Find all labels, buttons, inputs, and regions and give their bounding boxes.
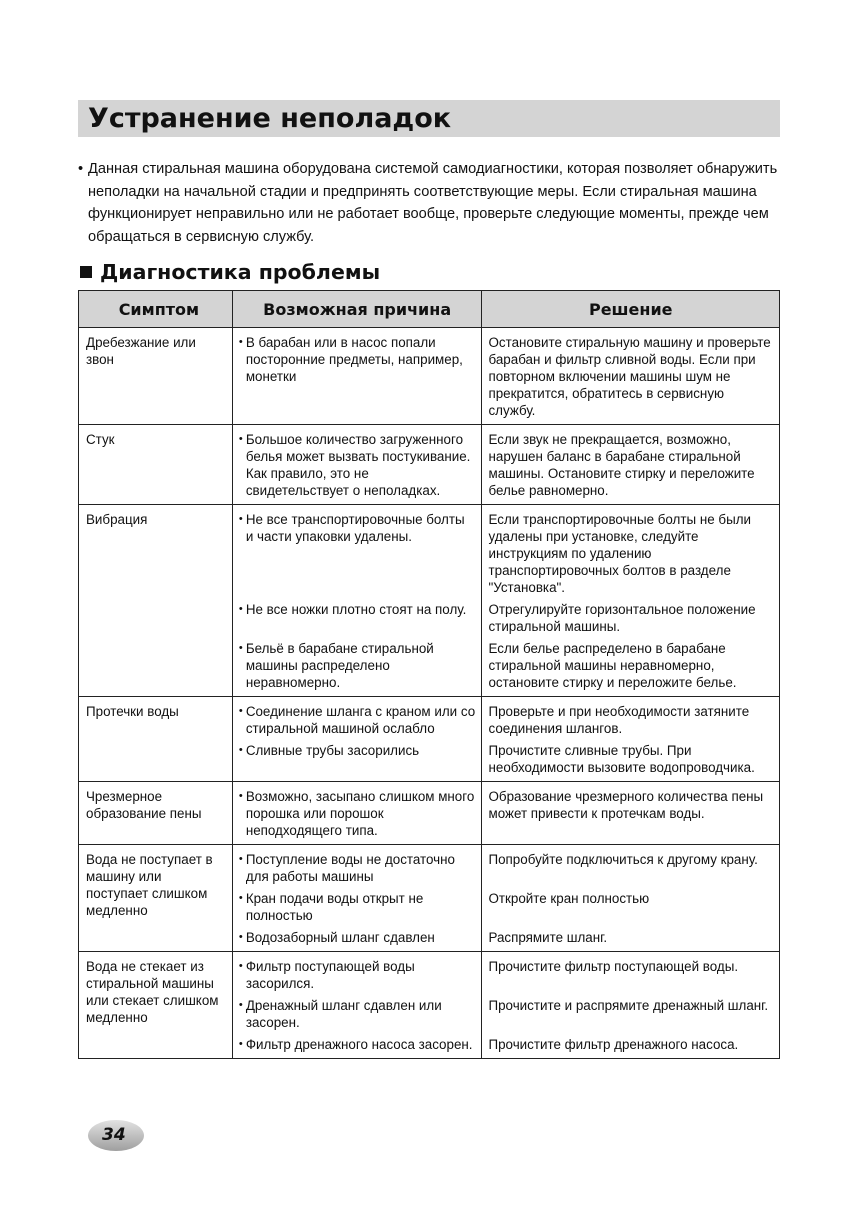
cause-text: • Возможно, засыпано слишком много порошка или порошок неподходящего типа. bbox=[239, 788, 476, 839]
table-row bbox=[79, 505, 780, 597]
cause-text: • Дренажный шланг сдавлен или засорен. bbox=[239, 997, 476, 1031]
table-row bbox=[79, 328, 780, 425]
cause-cell bbox=[232, 328, 482, 425]
solution-cell: Откройте кран полностью bbox=[482, 885, 780, 924]
solution-cell: Прочистите и распрямите дренажный шланг. bbox=[482, 992, 780, 1031]
solution-cell: Остановите стиральную машину и проверьте барабан и фильтр сливной воды. Если при повторном включении машины шум не прекратится, обратитесь в сервисную службу. bbox=[482, 328, 780, 425]
cause-cell bbox=[232, 952, 482, 993]
page-title: Устранение неполадок bbox=[88, 103, 452, 134]
symptom-cell: Дребезжание или звон bbox=[79, 328, 233, 425]
cause-text: • Фильтр поступающей воды засорился. bbox=[239, 958, 476, 992]
page-number-badge bbox=[88, 1120, 144, 1151]
solution-cell: Прочистите фильтр дренажного насоса. bbox=[482, 1031, 780, 1059]
cause-cell bbox=[232, 845, 482, 886]
cause-text: • В барабан или в насос попали посторонние предметы, например, монетки bbox=[239, 334, 476, 385]
symptom-cell: Протечки воды bbox=[79, 697, 233, 782]
header-solution: Решение bbox=[482, 291, 780, 328]
table-row bbox=[79, 952, 780, 993]
cause-text: • Соединение шланга с краном или со стиральной машиной ослабло bbox=[239, 703, 476, 737]
cause-cell bbox=[232, 505, 482, 597]
cause-text: • Не все транспортировочные болты и части упаковки удалены. bbox=[239, 511, 476, 545]
solution-cell: Если звук не прекращается, возможно, нарушен баланс в барабане стиральной машины. Остановите стирку и переложите белье равномерно. bbox=[482, 425, 780, 505]
intro-paragraph bbox=[78, 158, 778, 248]
solution-cell: Проверьте и при необходимости затяните соединения шлангов. bbox=[482, 697, 780, 738]
cause-cell bbox=[232, 697, 482, 738]
solution-cell: Распрямите шланг. bbox=[482, 924, 780, 952]
symptom-cell: Вода не стекает из стиральной машины или стекает слишком медленно bbox=[79, 952, 233, 1059]
table-row bbox=[79, 425, 780, 505]
bullet-icon: • bbox=[78, 161, 84, 177]
square-bullet-icon bbox=[80, 266, 92, 278]
cause-text: • Водозаборный шланг сдавлен bbox=[239, 929, 476, 946]
symptom-cell: Вибрация bbox=[79, 505, 233, 697]
cause-cell bbox=[232, 596, 482, 635]
symptom-cell: Чрезмерное образование пены bbox=[79, 782, 233, 845]
cause-cell bbox=[232, 425, 482, 505]
cause-text: • Фильтр дренажного насоса засорен. bbox=[239, 1036, 476, 1053]
cause-cell bbox=[232, 992, 482, 1031]
table-row bbox=[79, 697, 780, 738]
diagnostics-table bbox=[78, 290, 780, 1059]
cause-cell bbox=[232, 885, 482, 924]
table-header-row bbox=[79, 291, 780, 328]
cause-text: • Бельё в барабане стиральной машины распределено неравномерно. bbox=[239, 640, 476, 691]
cause-text: • Не все ножки плотно стоят на полу. bbox=[239, 601, 476, 618]
cause-cell bbox=[232, 924, 482, 952]
table-body bbox=[79, 328, 780, 1059]
cause-cell bbox=[232, 635, 482, 697]
solution-cell: Если транспортировочные болты не были удалены при установке, следуйте инструкциям по удалению транспортировочных болтов в разделе "Установка". bbox=[482, 505, 780, 597]
cause-text: • Кран подачи воды открыт не полностью bbox=[239, 890, 476, 924]
cause-text: • Большое количество загруженного белья может вызвать постукивание. Как правило, это не свидетельствует о неполадках. bbox=[239, 431, 476, 499]
symptom-cell: Вода не поступает в машину или поступает слишком медленно bbox=[79, 845, 233, 952]
table-row bbox=[79, 782, 780, 845]
solution-cell: Прочистите фильтр поступающей воды. bbox=[482, 952, 780, 993]
solution-cell: Прочистите сливные трубы. При необходимости вызовите водопроводчика. bbox=[482, 737, 780, 782]
section-title: Диагностика проблемы bbox=[100, 260, 381, 284]
intro-text: Данная стиральная машина оборудована системой самодиагностики, которая позволяет обнаружить неполадки на начальной стадии и предпринять соответствующие меры. Если стиральная машина функционирует неправильно или не работает вообще, проверьте следующие моменты, прежде чем обращаться в сервисную службу. bbox=[88, 161, 778, 245]
cause-cell bbox=[232, 782, 482, 845]
cause-text: • Поступление воды не достаточно для работы машины bbox=[239, 851, 476, 885]
cause-text: • Сливные трубы засорились bbox=[239, 742, 476, 759]
table-row bbox=[79, 845, 780, 886]
cause-cell bbox=[232, 737, 482, 782]
solution-cell: Отрегулируйте горизонтальное положение стиральной машины. bbox=[482, 596, 780, 635]
symptom-cell: Стук bbox=[79, 425, 233, 505]
header-cause: Возможная причина bbox=[232, 291, 482, 328]
section-heading bbox=[80, 260, 380, 284]
solution-cell: Если белье распределено в барабане стиральной машины неравномерно, остановите стирку и переложите белье. bbox=[482, 635, 780, 697]
solution-cell: Попробуйте подключиться к другому крану. bbox=[482, 845, 780, 886]
page-number: 34 bbox=[102, 1125, 126, 1145]
page-title-bar bbox=[78, 100, 780, 137]
solution-cell: Образование чрезмерного количества пены может привести к протечкам воды. bbox=[482, 782, 780, 845]
cause-cell bbox=[232, 1031, 482, 1059]
header-symptom: Симптом bbox=[79, 291, 233, 328]
